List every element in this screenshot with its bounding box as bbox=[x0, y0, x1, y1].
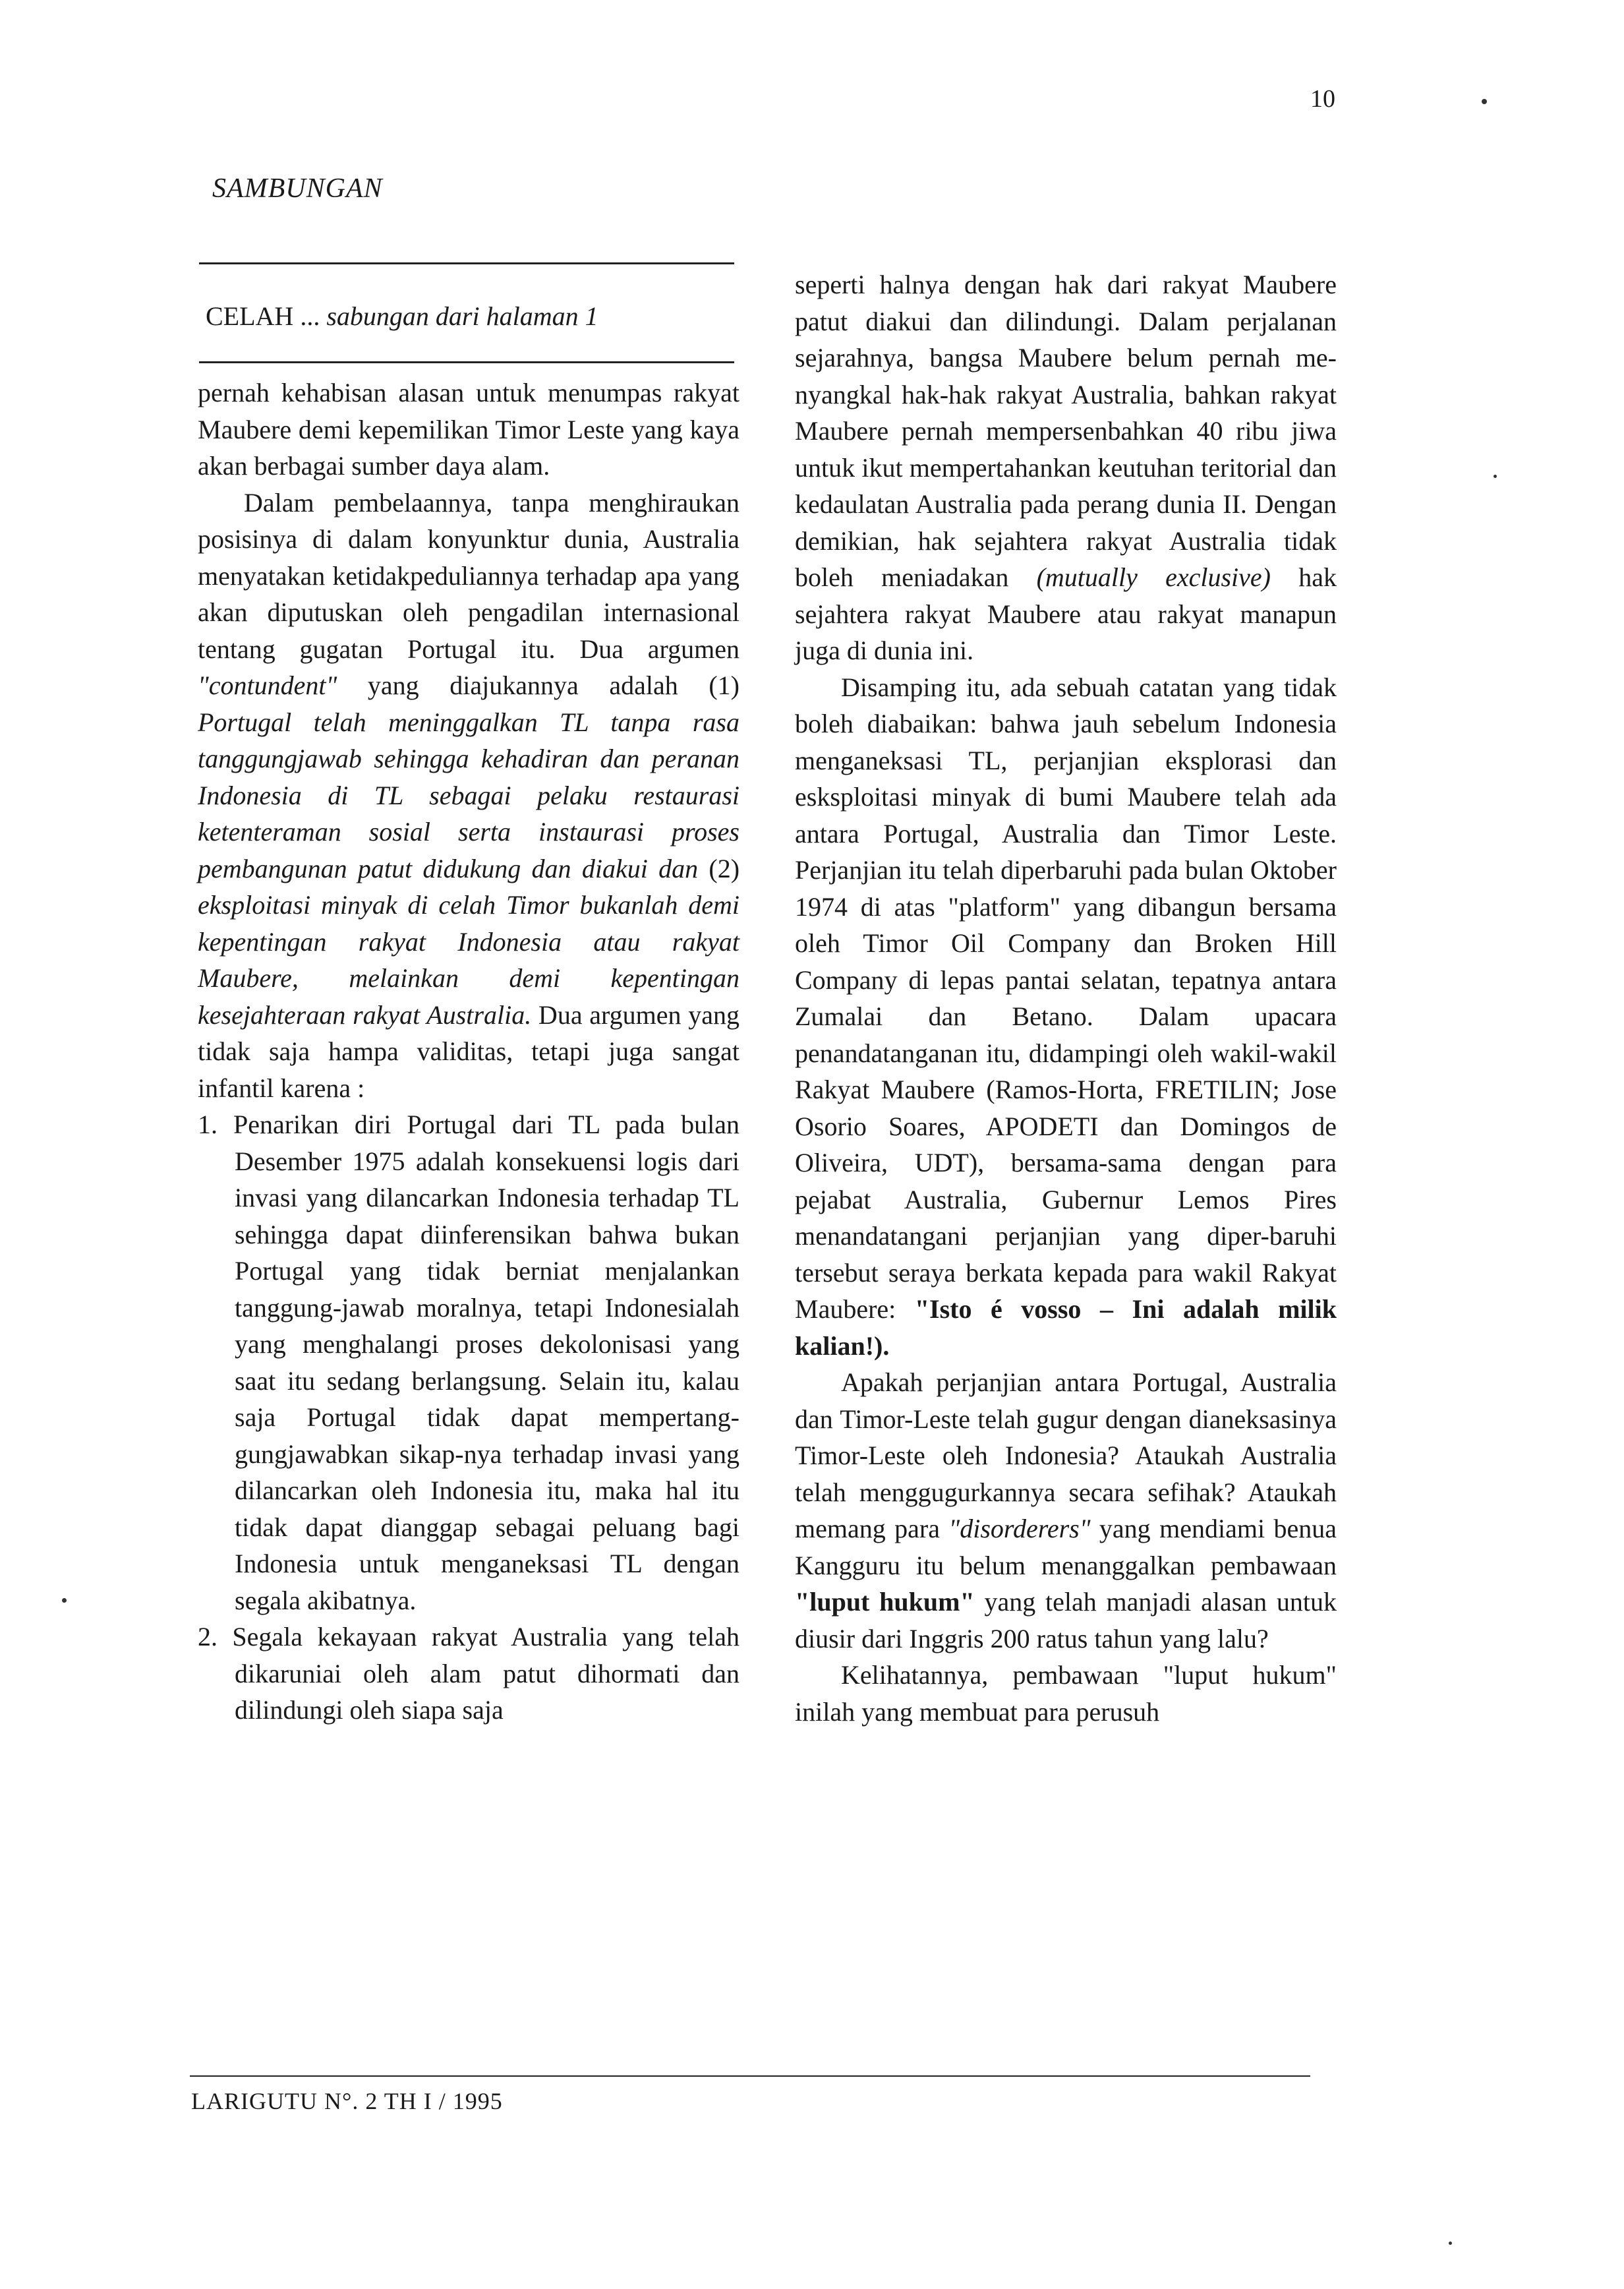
scan-speck bbox=[1449, 2242, 1452, 2245]
right-paragraph-3: Apakah perjanjian antara Portugal, Australia dan Timor-Leste telah gugur dengan dianeksasinya Timor-Leste oleh Indonesia? Ataukah Australia telah menggugurkannya secara sefihak? Ataukah memang para "disorderers" yang mendiami benua Kangguru itu belum menanggalkan pembawaan "luput hukum" yang telah manjadi alasan untuk diusir dari Inggris 200 ratus tahun yang lalu? bbox=[795, 1367, 1337, 1653]
left-list-item-1: 1. Penarikan diri Portugal dari TL pada bulan Desember 1975 adalah konsekuensi logis dari invasi yang dilancarkan Indonesia terhadap TL sehingga dapat diinferensikan bahwa bukan Portugal yang tidak berniat menjalankan tanggung-jawab moralnya, tetapi Indonesialah yang menghalangi proses dekolonisasi yang saat itu sedang berlangsung. Selain itu, kalau saja Portugal tidak dapat mempertang-gungjawabkan sikap-nya terhadap invasi yang dilancarkan oleh Indonesia itu, maka hal itu tidak dapat dianggap sebagai peluang bagi Indonesia untuk menganeksasi TL dengan segala akibatnya. bbox=[198, 1110, 740, 1615]
scan-speck bbox=[1494, 475, 1497, 478]
header-rule-top bbox=[199, 262, 734, 264]
footer-issue: LARIGUTU N°. 2 TH I / 1995 bbox=[191, 2088, 503, 2114]
continuation-subtitle: sabungan dari halaman 1 bbox=[326, 301, 598, 331]
footer-rule bbox=[190, 2075, 1310, 2077]
section-label: SAMBUNGAN bbox=[212, 173, 383, 204]
right-column bbox=[795, 266, 1337, 1730]
right-paragraph-1: seperti halnya dengan hak dari rakyat Maubere patut diakui dan dilindungi. Dalam perjalanan sejarahnya, bangsa Maubere belum pernah me-nyangkal hak-hak rakyat Australia, bahkan rakyat Maubere pernah mempersenbahkan 40 ribu jiwa untuk ikut mempertahankan keutuhan teritorial dan kedaulatan Australia pada perang dunia II. Dengan demikian, hak sejahtera rakyat Australia tidak boleh meniadakan (mutually exclusive) hak sejahtera rakyat Maubere atau rakyat manapun juga di dunia ini. bbox=[795, 270, 1337, 665]
scan-speck bbox=[1482, 99, 1487, 104]
header-rule-bottom bbox=[199, 361, 734, 363]
continuation-header bbox=[206, 298, 733, 335]
left-list-item-2: 2. Segala kekayaan rakyat Australia yang telah dikaruniai oleh alam patut dihormati dan dilindungi oleh siapa saja bbox=[198, 1622, 740, 1725]
left-paragraph-1: pernah kehabisan alasan untuk menumpas rakyat Maubere demi kepemilikan Timor Leste yang kaya akan berbagai sumber daya alam. bbox=[198, 378, 740, 481]
scan-speck bbox=[62, 1598, 67, 1603]
left-paragraph-2: Dalam pembelaannya, tanpa menghiraukan posisinya di dalam konyunktur dunia, Australia menyatakan ketidakpeduliannya terhadap apa yang akan diputuskan oleh pengadilan internasional tentang gugatan Portugal itu. Dua argumen "contundent" yang diajukannya adalah (1) Portugal telah meninggalkan TL tanpa rasa tanggungjawab sehingga kehadiran dan peranan Indonesia di TL sebagai pelaku restaurasi ketenteraman sosial serta instaurasi proses pembangunan patut didukung dan diakui dan (2) eksploitasi minyak di celah Timor bukanlah demi kepentingan rakyat Indonesia atau rakyat Maubere, melainkan demi kepentingan kesejahteraan rakyat Australia. Dua argumen yang tidak saja hampa validitas, tetapi juga sangat infantil karena : bbox=[198, 487, 740, 1103]
continuation-title: CELAH ... bbox=[206, 301, 320, 331]
page-number: 10 bbox=[1310, 85, 1335, 113]
right-paragraph-2: Disamping itu, ada sebuah catatan yang tidak boleh diabaikan: bahwa jauh sebelum Indonesia menganeksasi TL, perjanjian eksplorasi dan esksploitasi minyak di bumi Maubere telah ada antara Portugal, Australia dan Timor Leste. Perjanjian itu telah diperbaruhi pada bulan Oktober 1974 di atas "platform" yang dibangun bersama oleh Timor Oil Company dan Broken Hill Company di lepas pantai selatan, tepatnya antara Zumalai dan Betano. Dalam upacara penandatanganan itu, didampingi oleh wakil-wakil Rakyat Maubere (Ramos-Horta, FRETILIN; Jose Osorio Soares, APODETI dan Domingos de Oliveira, UDT), bersama-sama dengan para pejabat Australia, Gubernur Lemos Pires menandatangani perjanjian yang diper-baruhi tersebut seraya berkata kepada para wakil Rakyat Maubere: "Isto é vosso – Ini adalah milik kalian!). bbox=[795, 672, 1337, 1361]
right-paragraph-4: Kelihatannya, pembawaan "luput hukum" inilah yang membuat para perusuh bbox=[795, 1660, 1337, 1727]
left-column bbox=[198, 374, 740, 1729]
